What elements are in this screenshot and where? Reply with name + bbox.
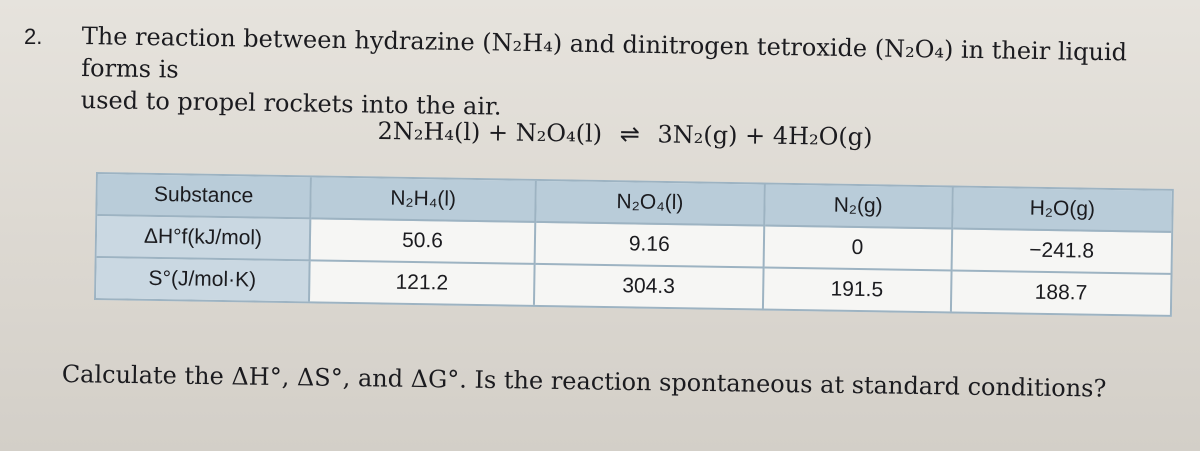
table-cell: 50.6: [311, 219, 537, 265]
reactant-dinitrogen-tetroxide: N₂O₄(l): [515, 118, 603, 148]
row-label-entropy: S°(J/mol·K): [96, 258, 311, 301]
table-cell: 121.2: [310, 261, 536, 305]
table-cell: 304.3: [535, 265, 764, 309]
table-cell: 0: [764, 227, 953, 272]
header-hydrazine: N₂H₄(l): [311, 177, 537, 223]
row-label-enthalpy: ΔH°f(kJ/mol): [97, 216, 312, 261]
product-water: 4H₂O(g): [772, 121, 873, 152]
reactant-hydrazine: 2N₂H₄(l): [377, 116, 481, 147]
header-dinitrogen-tetroxide: N₂O₄(l): [536, 181, 765, 227]
equilibrium-arrow-icon: ⇌: [619, 119, 641, 149]
plus-sign: +: [744, 121, 766, 150]
thermo-data-table: [94, 172, 1174, 317]
header-nitrogen: N₂(g): [765, 185, 954, 230]
header-substance: Substance: [97, 174, 312, 219]
prompt-line-2: used to propel rockets into the air.: [80, 85, 502, 121]
thermo-data-table-wrapper: [94, 172, 1174, 317]
question-text: Calculate the ΔH°, ΔS°, and ΔG°. Is the reaction spontaneous at standard conditions?: [61, 360, 1107, 403]
problem-number: 2.: [24, 24, 43, 49]
table-cell: 191.5: [764, 269, 953, 312]
prompt-line-1: The reaction between hydrazine (N₂H₄) and dinitrogen tetroxide (N₂O₄) in their liquid forms is: [81, 21, 1128, 84]
header-water: H₂O(g): [953, 187, 1172, 232]
table-cell: −241.8: [952, 229, 1171, 274]
table-cell: 9.16: [536, 223, 765, 269]
table-cell: 188.7: [1034, 280, 1088, 305]
product-nitrogen: 3N₂(g): [657, 120, 738, 150]
plus-sign: +: [487, 118, 509, 147]
